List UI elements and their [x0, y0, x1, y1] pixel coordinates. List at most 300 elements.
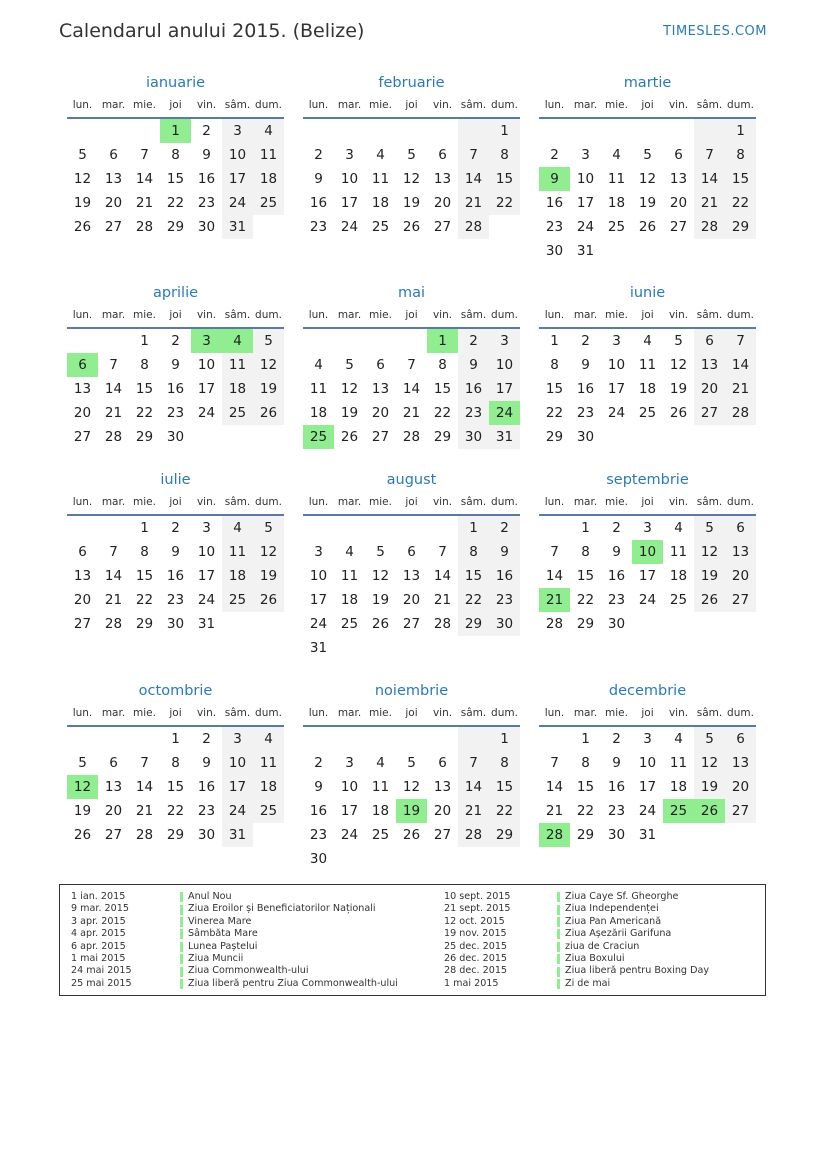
holiday-day-cell: 12 — [67, 775, 98, 799]
day-cell: 21 — [402, 405, 421, 421]
month-name: aprilie — [152, 285, 199, 301]
day-cell: 31 — [576, 243, 595, 259]
day-cell: 25 — [222, 401, 253, 425]
weekday-label: dum. — [255, 309, 282, 321]
day-cell: 7 — [140, 147, 149, 163]
day-cell: 13 — [104, 779, 123, 795]
day-cell: 17 — [489, 377, 520, 401]
day-cell: 10 — [340, 171, 359, 187]
day-cell: 15 — [576, 568, 595, 584]
day-cell: 23 — [489, 588, 520, 612]
weekday-label: mar. — [337, 99, 362, 111]
day-cell: 28 — [104, 616, 123, 632]
weekday-label: joi — [641, 496, 654, 508]
day-cell: 12 — [694, 540, 725, 564]
empty-cell — [365, 329, 396, 353]
legend-color-marker — [557, 929, 560, 939]
day-cell: 18 — [669, 568, 688, 584]
weekday-header — [539, 95, 756, 117]
empty-cell — [129, 119, 160, 143]
legend-date: 21 sept. 2015 — [444, 903, 511, 915]
day-cell: 29 — [135, 616, 154, 632]
day-cell: 12 — [73, 171, 92, 187]
day-cell: 9 — [314, 171, 323, 187]
day-cell: 18 — [607, 195, 626, 211]
day-cell: 7 — [438, 544, 447, 560]
day-cell: 23 — [166, 592, 185, 608]
day-cell: 14 — [135, 779, 154, 795]
day-cell: 11 — [371, 779, 390, 795]
day-cell: 29 — [135, 429, 154, 445]
day-cell: 8 — [438, 357, 447, 373]
day-cell: 4 — [253, 119, 284, 143]
day-cell: 27 — [402, 616, 421, 632]
day-cell: 25 — [340, 616, 359, 632]
legend-color-marker — [180, 892, 183, 902]
day-cell: 24 — [197, 592, 216, 608]
day-cell: 27 — [104, 219, 123, 235]
day-cell: 13 — [104, 171, 123, 187]
day-cell: 20 — [433, 195, 452, 211]
weekday-label: mie. — [369, 99, 392, 111]
weekday-label: dum. — [491, 496, 518, 508]
day-cell: 25 — [669, 592, 688, 608]
day-grid — [67, 516, 284, 636]
holiday-day-cell: 3 — [191, 329, 222, 353]
day-cell: 1 — [550, 333, 559, 349]
weekday-label: mie. — [133, 99, 156, 111]
day-cell: 14 — [725, 353, 756, 377]
day-cell: 17 — [222, 775, 253, 799]
holiday-day-cell: 1 — [427, 329, 458, 353]
day-cell: 8 — [725, 143, 756, 167]
day-cell: 21 — [725, 377, 756, 401]
weekday-label: vin. — [668, 99, 689, 111]
day-cell: 5 — [407, 755, 416, 771]
day-cell: 13 — [433, 171, 452, 187]
month-4 — [67, 282, 284, 449]
weekday-header — [539, 703, 756, 725]
day-cell: 11 — [607, 171, 626, 187]
day-cell: 26 — [402, 219, 421, 235]
weekday-label: mie. — [605, 707, 628, 719]
weekday-header — [67, 305, 284, 327]
day-cell: 26 — [73, 827, 92, 843]
day-cell: 22 — [576, 592, 595, 608]
day-cell: 26 — [669, 405, 688, 421]
empty-cell — [129, 727, 160, 751]
day-cell: 19 — [402, 195, 421, 211]
legend-date: 1 mai 2015 — [71, 952, 126, 964]
weekday-label: mar. — [101, 309, 126, 321]
legend-holiday-name: Ziua liberă pentru Ziua Commonwealth-ului — [188, 977, 398, 989]
day-cell: 3 — [202, 520, 211, 536]
day-cell: 11 — [253, 751, 284, 775]
day-cell: 5 — [643, 147, 652, 163]
day-cell: 22 — [433, 405, 452, 421]
day-cell: 24 — [197, 405, 216, 421]
day-cell: 15 — [135, 568, 154, 584]
day-cell: 3 — [489, 329, 520, 353]
day-cell: 4 — [643, 333, 652, 349]
weekday-label: lun. — [308, 707, 329, 719]
day-cell: 10 — [197, 544, 216, 560]
day-cell: 20 — [73, 592, 92, 608]
weekday-label: mie. — [369, 707, 392, 719]
holiday-day-cell: 10 — [632, 540, 663, 564]
day-cell: 6 — [438, 755, 447, 771]
month-name: septembrie — [606, 472, 689, 488]
day-cell: 6 — [674, 147, 683, 163]
day-cell: 14 — [458, 167, 489, 191]
weekday-label: lun. — [308, 496, 329, 508]
day-cell: 21 — [458, 799, 489, 823]
legend-color-marker — [180, 929, 183, 939]
day-cell: 24 — [340, 219, 359, 235]
holiday-day-cell: 1 — [160, 119, 191, 143]
empty-cell — [67, 329, 98, 353]
day-cell: 9 — [612, 755, 621, 771]
empty-cell — [632, 119, 663, 143]
empty-cell — [396, 727, 427, 751]
day-cell: 12 — [638, 171, 657, 187]
day-cell: 1 — [489, 119, 520, 143]
month-1 — [67, 72, 284, 239]
day-cell: 4 — [376, 755, 385, 771]
legend-holiday-name: Ziua Independenței — [565, 903, 659, 915]
day-cell: 2 — [202, 123, 211, 139]
day-cell: 28 — [725, 401, 756, 425]
month-2 — [303, 72, 520, 239]
weekday-label: lun. — [544, 707, 565, 719]
weekday-label: sâm. — [460, 309, 487, 321]
month-name: ianuarie — [145, 75, 206, 91]
day-cell: 20 — [73, 405, 92, 421]
day-cell: 1 — [725, 119, 756, 143]
day-cell: 28 — [545, 616, 564, 632]
weekday-label: dum. — [727, 309, 754, 321]
empty-cell — [396, 119, 427, 143]
day-cell: 16 — [607, 568, 626, 584]
day-cell: 3 — [643, 731, 652, 747]
empty-cell — [98, 727, 129, 751]
day-cell: 27 — [371, 429, 390, 445]
day-cell: 31 — [197, 616, 216, 632]
day-cell: 12 — [253, 353, 284, 377]
legend-holiday-name: Ziua liberă pentru Boxing Day — [565, 965, 710, 977]
legend-date: 4 apr. 2015 — [71, 928, 126, 940]
legend-holiday-name: Ziua Eroilor și Beneficiatorilor Naționali — [188, 903, 376, 915]
day-cell: 1 — [140, 333, 149, 349]
weekday-label: vin. — [196, 309, 217, 321]
day-cell: 1 — [458, 516, 489, 540]
weekday-label: mie. — [133, 496, 156, 508]
legend-color-marker — [557, 892, 560, 902]
day-cell: 29 — [433, 429, 452, 445]
day-cell: 12 — [402, 779, 421, 795]
day-cell: 9 — [489, 540, 520, 564]
empty-cell — [98, 516, 129, 540]
day-cell: 30 — [545, 243, 564, 259]
weekday-label: joi — [405, 99, 418, 111]
weekday-label: lun. — [544, 99, 565, 111]
empty-cell — [98, 329, 129, 353]
empty-cell — [303, 727, 334, 751]
weekday-label: sâm. — [696, 99, 723, 111]
day-cell: 18 — [253, 775, 284, 799]
day-cell: 30 — [458, 425, 489, 449]
day-cell: 19 — [669, 381, 688, 397]
day-cell: 7 — [694, 143, 725, 167]
holiday-day-cell: 6 — [67, 353, 98, 377]
day-cell: 26 — [402, 827, 421, 843]
weekday-label: dum. — [727, 99, 754, 111]
legend-holiday-name: ziua de Craciun — [565, 940, 640, 952]
day-cell: 27 — [669, 219, 688, 235]
day-cell: 19 — [340, 405, 359, 421]
empty-cell — [334, 727, 365, 751]
month-3 — [539, 72, 756, 263]
weekday-label: lun. — [308, 99, 329, 111]
weekday-label: lun. — [308, 309, 329, 321]
day-cell: 5 — [78, 755, 87, 771]
empty-cell — [539, 516, 570, 540]
weekday-label: mar. — [337, 496, 362, 508]
day-cell: 15 — [489, 775, 520, 799]
weekday-header — [539, 492, 756, 514]
day-cell: 14 — [694, 167, 725, 191]
day-cell: 22 — [166, 195, 185, 211]
empty-cell — [98, 119, 129, 143]
day-cell: 20 — [371, 405, 390, 421]
day-cell: 8 — [171, 755, 180, 771]
empty-cell — [458, 119, 489, 143]
weekday-header — [303, 95, 520, 117]
weekday-label: mie. — [369, 496, 392, 508]
day-cell: 4 — [674, 731, 683, 747]
day-cell: 16 — [489, 564, 520, 588]
legend-color-marker — [180, 954, 183, 964]
weekday-label: vin. — [432, 99, 453, 111]
day-cell: 20 — [433, 803, 452, 819]
day-grid — [303, 329, 520, 449]
day-cell: 12 — [669, 357, 688, 373]
day-cell: 25 — [253, 191, 284, 215]
day-cell: 22 — [166, 803, 185, 819]
day-cell: 29 — [166, 219, 185, 235]
day-cell: 20 — [402, 592, 421, 608]
day-cell: 16 — [197, 779, 216, 795]
day-cell: 5 — [694, 727, 725, 751]
day-cell: 3 — [222, 727, 253, 751]
day-cell: 8 — [581, 544, 590, 560]
day-cell: 14 — [402, 381, 421, 397]
day-cell: 1 — [489, 727, 520, 751]
day-cell: 10 — [340, 779, 359, 795]
month-name: noiembrie — [374, 683, 449, 699]
day-cell: 5 — [78, 147, 87, 163]
day-cell: 6 — [407, 544, 416, 560]
day-cell: 10 — [607, 357, 626, 373]
empty-cell — [663, 119, 694, 143]
day-cell: 18 — [371, 195, 390, 211]
day-cell: 15 — [135, 381, 154, 397]
weekday-label: vin. — [668, 707, 689, 719]
day-cell: 27 — [725, 588, 756, 612]
weekday-label: lun. — [544, 309, 565, 321]
day-cell: 16 — [458, 377, 489, 401]
day-cell: 28 — [104, 429, 123, 445]
empty-cell — [396, 329, 427, 353]
day-cell: 24 — [576, 219, 595, 235]
day-cell: 13 — [725, 751, 756, 775]
month-12 — [539, 680, 756, 847]
legend-date: 28 dec. 2015 — [444, 965, 508, 977]
weekday-label: mar. — [573, 309, 598, 321]
day-cell: 17 — [607, 381, 626, 397]
month-name: iunie — [629, 285, 666, 301]
site-link[interactable]: TIMESLES.COM — [663, 24, 767, 39]
weekday-label: mar. — [101, 707, 126, 719]
day-cell: 28 — [402, 429, 421, 445]
day-cell: 15 — [166, 171, 185, 187]
holiday-day-cell: 21 — [539, 588, 570, 612]
day-cell: 16 — [607, 779, 626, 795]
day-cell: 22 — [545, 405, 564, 421]
day-cell: 23 — [166, 405, 185, 421]
day-cell: 6 — [109, 755, 118, 771]
empty-cell — [303, 516, 334, 540]
empty-cell — [334, 516, 365, 540]
legend-date: 19 nov. 2015 — [444, 928, 507, 940]
day-cell: 25 — [607, 219, 626, 235]
day-grid — [67, 727, 284, 847]
day-cell: 9 — [314, 779, 323, 795]
legend-color-marker — [557, 942, 560, 952]
day-cell: 11 — [309, 381, 328, 397]
legend-color-marker — [180, 979, 183, 989]
day-cell: 17 — [340, 803, 359, 819]
day-cell: 18 — [222, 377, 253, 401]
day-cell: 19 — [253, 564, 284, 588]
legend-date: 10 sept. 2015 — [444, 891, 511, 902]
day-cell: 8 — [140, 357, 149, 373]
day-cell: 7 — [109, 357, 118, 373]
day-cell: 22 — [489, 191, 520, 215]
day-cell: 10 — [222, 751, 253, 775]
day-cell: 23 — [197, 195, 216, 211]
day-cell: 29 — [166, 827, 185, 843]
day-cell: 14 — [104, 381, 123, 397]
day-cell: 30 — [309, 851, 328, 867]
day-cell: 14 — [433, 568, 452, 584]
day-cell: 1 — [581, 731, 590, 747]
day-cell: 28 — [135, 219, 154, 235]
day-cell: 4 — [253, 727, 284, 751]
day-cell: 20 — [725, 775, 756, 799]
weekday-label: mar. — [573, 99, 598, 111]
holiday-day-cell: 28 — [539, 823, 570, 847]
day-cell: 4 — [345, 544, 354, 560]
day-cell: 15 — [545, 381, 564, 397]
weekday-label: sâm. — [224, 99, 251, 111]
day-cell: 12 — [694, 751, 725, 775]
weekday-label: sâm. — [224, 496, 251, 508]
day-cell: 26 — [253, 401, 284, 425]
day-cell: 27 — [433, 219, 452, 235]
day-cell: 13 — [694, 353, 725, 377]
weekday-label: joi — [405, 309, 418, 321]
legend-date: 9 mar. 2015 — [71, 903, 129, 915]
day-cell: 13 — [371, 381, 390, 397]
day-cell: 10 — [197, 357, 216, 373]
holiday-day-cell: 26 — [694, 799, 725, 823]
month-11 — [303, 680, 520, 871]
weekday-label: sâm. — [696, 707, 723, 719]
day-cell: 24 — [638, 592, 657, 608]
day-cell: 8 — [581, 755, 590, 771]
weekday-label: sâm. — [224, 707, 251, 719]
day-cell: 22 — [725, 191, 756, 215]
day-cell: 6 — [438, 147, 447, 163]
day-cell: 8 — [550, 357, 559, 373]
day-cell: 17 — [340, 195, 359, 211]
weekday-label: mar. — [101, 496, 126, 508]
day-cell: 5 — [253, 329, 284, 353]
legend-holiday-name: Ziua Pan Americană — [565, 915, 662, 927]
day-cell: 30 — [166, 616, 185, 632]
day-cell: 25 — [371, 219, 390, 235]
day-cell: 29 — [458, 612, 489, 636]
day-cell: 12 — [340, 381, 359, 397]
day-cell: 18 — [371, 803, 390, 819]
day-cell: 22 — [458, 588, 489, 612]
holiday-day-cell: 4 — [222, 329, 253, 353]
weekday-label: dum. — [727, 496, 754, 508]
day-cell: 11 — [669, 755, 688, 771]
day-cell: 5 — [253, 516, 284, 540]
empty-cell — [458, 727, 489, 751]
day-cell: 19 — [253, 377, 284, 401]
weekday-label: dum. — [491, 309, 518, 321]
legend-holiday-name: Ziua Boxului — [565, 952, 625, 964]
day-cell: 28 — [135, 827, 154, 843]
day-cell: 20 — [725, 564, 756, 588]
legend-name-column — [565, 891, 709, 990]
day-grid — [303, 119, 520, 239]
day-cell: 7 — [109, 544, 118, 560]
weekday-label: sâm. — [224, 309, 251, 321]
day-cell: 4 — [376, 147, 385, 163]
day-cell: 18 — [340, 592, 359, 608]
weekday-label: joi — [641, 309, 654, 321]
day-cell: 31 — [222, 823, 253, 847]
day-cell: 19 — [638, 195, 657, 211]
day-cell: 9 — [458, 353, 489, 377]
legend-color-marker — [557, 954, 560, 964]
day-cell: 13 — [73, 381, 92, 397]
day-cell: 21 — [104, 592, 123, 608]
weekday-label: mie. — [605, 99, 628, 111]
legend-date: 6 apr. 2015 — [71, 940, 126, 952]
holiday-day-cell: 25 — [663, 799, 694, 823]
day-cell: 12 — [371, 568, 390, 584]
day-cell: 21 — [135, 195, 154, 211]
weekday-label: mar. — [337, 707, 362, 719]
day-cell: 22 — [576, 803, 595, 819]
legend-date-column — [444, 891, 511, 990]
day-cell: 4 — [222, 516, 253, 540]
